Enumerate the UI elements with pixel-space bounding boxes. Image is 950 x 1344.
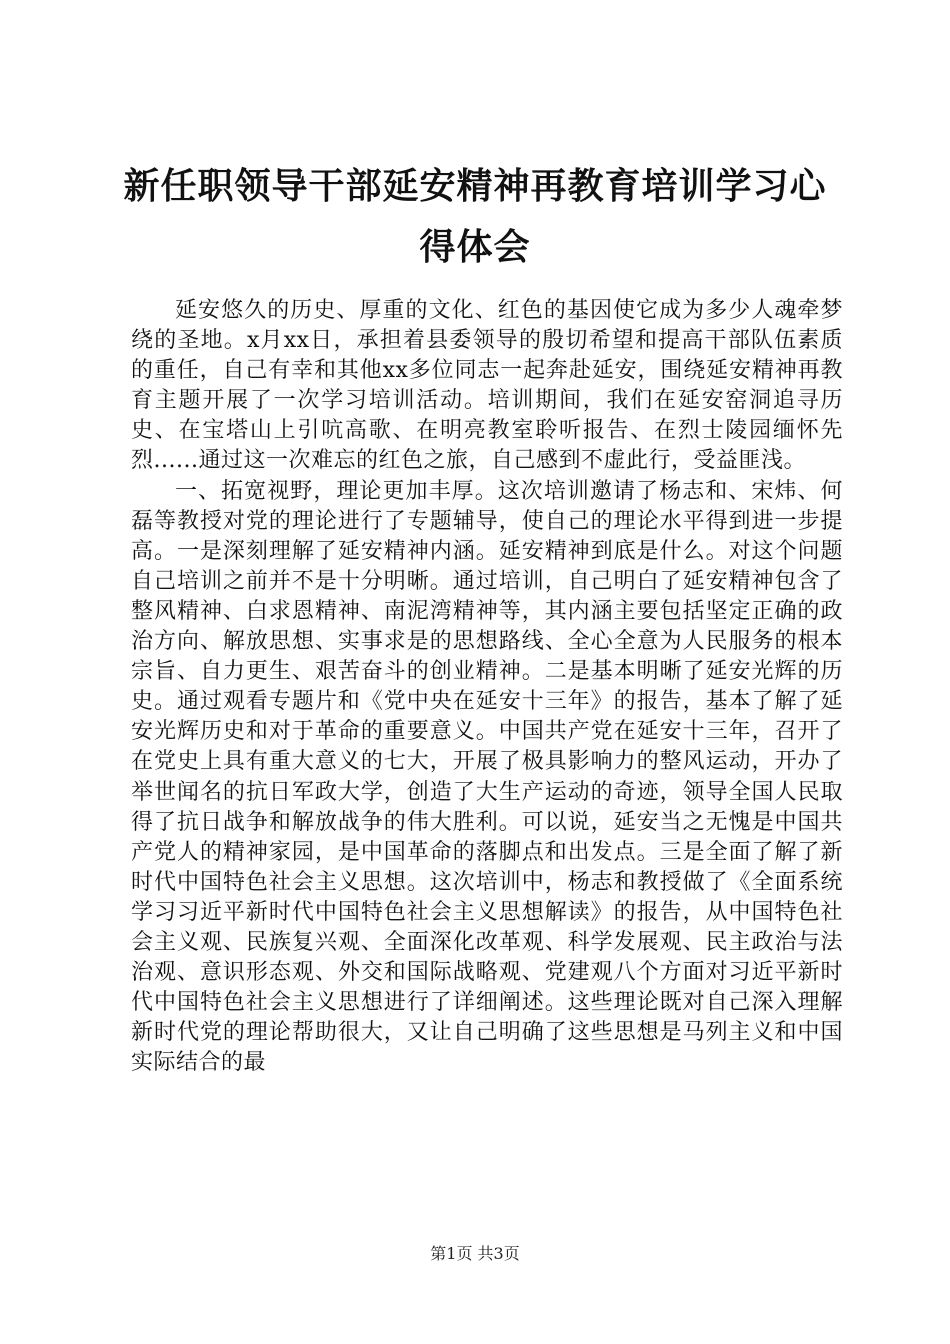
page-number-footer: 第1页 共3页 — [430, 1244, 520, 1263]
document-title: 新任职领导干部延安精神再教育培训学习心得体会 — [123, 165, 827, 268]
document-body — [131, 296, 843, 1078]
paragraph-intro: 延安悠久的历史、厚重的文化、红色的基因使它成为多少人魂牵梦绕的圣地。x月xx日，承担着县委领导的殷切希望和提高干部队伍素质的重任，自己有幸和其他xx多位同志一起奔赴延安，围绕延安精神再教育主题开展了一次学习培训活动。培训期间，我们在延安窑洞追寻历史、在宝塔山上引吭高歌、在明亮教室聆听报告、在烈士陵园缅怀先烈......通过这一次难忘的红色之旅，自己感到不虚此行，受益匪浅。 — [131, 298, 843, 474]
paragraph-section-one: 一、拓宽视野，理论更加丰厚。这次培训邀请了杨志和、宋炜、何磊等教授对党的理论进行了专题辅导，使自己的理论水平得到进一步提高。一是深刻理解了延安精神内涵。延安精神到底是什么。对这个问题自己培训之前并不是十分明晰。通过培训，自己明白了延安精神包含了整风精神、白求恩精神、南泥湾精神等，其内涵主要包括坚定正确的政治方向、解放思想、实事求是的思想路线、全心全意为人民服务的根本宗旨、自力更生、艰苦奋斗的创业精神。二是基本明晰了延安光辉的历史。通过观看专题片和《党中央在延安十三年》的报告，基本了解了延安光辉历史和对于革命的重要意义。中国共产党在延安十三年，召开了在党史上具有重大意义的七大，开展了极具影响力的整风运动，开办了举世闻名的抗日军政大学，创造了大生产运动的奇迹，领导全国人民取得了抗日战争和解放战争的伟大胜利。可以说，延安当之无愧是中国共产党人的精神家园，是中国革命的落脚点和出发点。三是全面了解了新时代中国特色社会主义思想。这次培训中，杨志和教授做了《全面系统学习习近平新时代中国特色社会主义思想解读》的报告，从中国特色社会主义观、民族复兴观、全面深化改革观、科学发展观、民主政治与法治观、意识形态观、外交和国际战略观、党建观八个方面对习近平新时代中国特色社会主义思想进行了详细阐述。这些理论既对自己深入理解新时代党的理论帮助很大，又让自己明确了这些思想是马列主义和中国实际结合的最 — [131, 478, 843, 1076]
